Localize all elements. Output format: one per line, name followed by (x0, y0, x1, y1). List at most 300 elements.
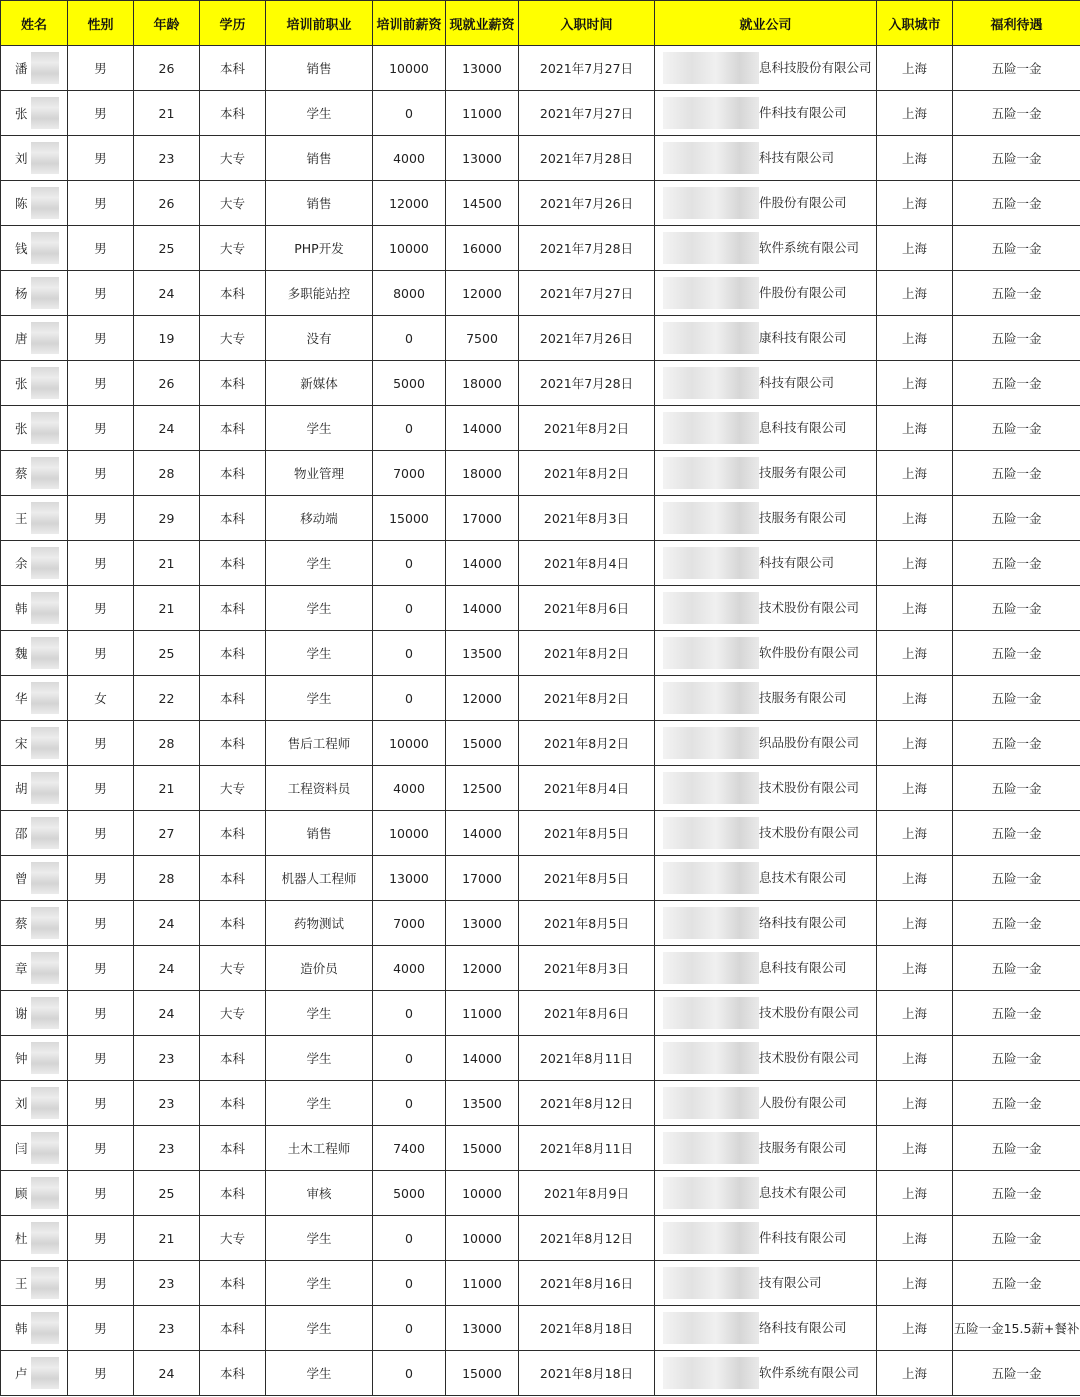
column-header: 培训前薪资 (373, 1, 446, 46)
redaction-blur (31, 277, 59, 309)
cell-edu: 本科 (200, 721, 266, 766)
cell-benefit: 五险一金 (953, 226, 1080, 271)
cell-edu: 大专 (200, 316, 266, 361)
company-text: 科技有限公司 (759, 555, 835, 570)
cell-date: 2021年8月11日 (519, 1036, 655, 1081)
redaction-blur (31, 772, 59, 804)
cell-city: 上海 (877, 721, 953, 766)
cell-company (655, 991, 877, 1036)
redaction-blur (31, 232, 59, 264)
cell-prev-salary: 0 (373, 586, 446, 631)
cell-gender: 男 (68, 1216, 134, 1261)
cell-salary: 14000 (446, 406, 519, 451)
cell-edu: 本科 (200, 901, 266, 946)
table-row (1, 586, 1080, 631)
company-text: 息科技股份有限公司 (759, 60, 872, 75)
cell-benefit: 五险一金 (953, 721, 1080, 766)
cell-prev-salary: 5000 (373, 361, 446, 406)
company-text: 息科技有限公司 (759, 420, 847, 435)
cell-name (1, 1081, 68, 1126)
cell-edu: 本科 (200, 541, 266, 586)
cell-age: 24 (134, 271, 200, 316)
table-row (1, 946, 1080, 991)
cell-age: 21 (134, 586, 200, 631)
cell-date: 2021年8月3日 (519, 496, 655, 541)
cell-edu: 本科 (200, 1261, 266, 1306)
cell-date: 2021年8月5日 (519, 856, 655, 901)
cell-edu: 本科 (200, 451, 266, 496)
cell-benefit: 五险一金 (953, 586, 1080, 631)
redaction-blur (663, 952, 759, 984)
cell-prev-job: 多职能站控 (266, 271, 373, 316)
cell-gender: 男 (68, 46, 134, 91)
company-text: 件科技有限公司 (759, 1230, 847, 1245)
cell-name (1, 1351, 68, 1396)
cell-edu: 本科 (200, 1351, 266, 1396)
name-text: 张 (15, 376, 28, 391)
company-text: 技服务有限公司 (759, 465, 847, 480)
cell-prev-job: 学生 (266, 1306, 373, 1351)
redaction-blur (663, 232, 759, 264)
cell-date: 2021年8月11日 (519, 1126, 655, 1171)
column-header: 就业公司 (655, 1, 877, 46)
cell-gender: 男 (68, 91, 134, 136)
cell-salary: 13500 (446, 1081, 519, 1126)
header-row (1, 1, 1080, 46)
cell-company (655, 1036, 877, 1081)
cell-salary: 13500 (446, 631, 519, 676)
redaction-blur (31, 187, 59, 219)
cell-name (1, 721, 68, 766)
cell-gender: 男 (68, 811, 134, 856)
cell-name (1, 136, 68, 181)
table-row (1, 541, 1080, 586)
cell-benefit: 五险一金 (953, 1081, 1080, 1126)
cell-date: 2021年8月12日 (519, 1216, 655, 1261)
cell-date: 2021年7月26日 (519, 181, 655, 226)
cell-city: 上海 (877, 631, 953, 676)
cell-salary: 12500 (446, 766, 519, 811)
cell-name (1, 451, 68, 496)
cell-company (655, 91, 877, 136)
cell-edu: 本科 (200, 361, 266, 406)
name-text: 钟 (15, 1051, 28, 1066)
name-text: 蔡 (15, 916, 28, 931)
cell-edu: 本科 (200, 586, 266, 631)
redaction-blur (31, 1312, 59, 1344)
cell-company (655, 946, 877, 991)
cell-gender: 男 (68, 406, 134, 451)
cell-prev-job: 新媒体 (266, 361, 373, 406)
cell-prev-job: 销售 (266, 136, 373, 181)
cell-age: 26 (134, 46, 200, 91)
cell-edu: 本科 (200, 1306, 266, 1351)
table-row (1, 496, 1080, 541)
table-row (1, 721, 1080, 766)
name-text: 谢 (15, 1006, 28, 1021)
name-text: 胡 (15, 781, 28, 796)
table-row (1, 1261, 1080, 1306)
table-row (1, 406, 1080, 451)
cell-edu: 本科 (200, 856, 266, 901)
cell-benefit: 五险一金 (953, 541, 1080, 586)
cell-benefit: 五险一金 (953, 316, 1080, 361)
redaction-blur (31, 367, 59, 399)
cell-date: 2021年8月3日 (519, 946, 655, 991)
cell-gender: 男 (68, 316, 134, 361)
redaction-blur (663, 412, 759, 444)
name-text: 刘 (15, 151, 28, 166)
cell-date: 2021年8月2日 (519, 406, 655, 451)
cell-prev-salary: 10000 (373, 811, 446, 856)
cell-city: 上海 (877, 856, 953, 901)
redaction-blur (663, 1042, 759, 1074)
cell-prev-job: 销售 (266, 811, 373, 856)
table-row (1, 271, 1080, 316)
cell-city: 上海 (877, 316, 953, 361)
cell-name (1, 946, 68, 991)
table-row (1, 1351, 1080, 1396)
cell-gender: 男 (68, 1306, 134, 1351)
cell-salary: 13000 (446, 1306, 519, 1351)
cell-salary: 12000 (446, 946, 519, 991)
company-text: 络科技有限公司 (759, 1320, 847, 1335)
cell-name (1, 316, 68, 361)
cell-gender: 男 (68, 541, 134, 586)
redaction-blur (663, 1087, 759, 1119)
company-text: 息科技有限公司 (759, 960, 847, 975)
cell-city: 上海 (877, 946, 953, 991)
cell-age: 24 (134, 991, 200, 1036)
redaction-blur (31, 412, 59, 444)
cell-company (655, 676, 877, 721)
cell-name (1, 1171, 68, 1216)
company-text: 科技有限公司 (759, 375, 835, 390)
cell-age: 28 (134, 451, 200, 496)
cell-prev-salary: 7000 (373, 901, 446, 946)
company-text: 人股份有限公司 (759, 1095, 847, 1110)
cell-company (655, 1261, 877, 1306)
cell-prev-salary: 4000 (373, 946, 446, 991)
cell-benefit: 五险一金 (953, 136, 1080, 181)
cell-edu: 大专 (200, 1216, 266, 1261)
cell-salary: 14000 (446, 541, 519, 586)
table-body (1, 46, 1080, 1396)
cell-name (1, 811, 68, 856)
redaction-blur (31, 637, 59, 669)
cell-city: 上海 (877, 226, 953, 271)
cell-city: 上海 (877, 901, 953, 946)
cell-prev-job: 造价员 (266, 946, 373, 991)
cell-age: 28 (134, 856, 200, 901)
name-text: 邵 (15, 826, 28, 841)
company-text: 织品股份有限公司 (759, 735, 860, 750)
cell-company (655, 541, 877, 586)
cell-city: 上海 (877, 991, 953, 1036)
redaction-blur (31, 97, 59, 129)
cell-date: 2021年7月28日 (519, 361, 655, 406)
name-text: 宋 (15, 736, 28, 751)
table-row (1, 1171, 1080, 1216)
cell-city: 上海 (877, 1351, 953, 1396)
table-row (1, 136, 1080, 181)
cell-benefit: 五险一金 (953, 1036, 1080, 1081)
cell-edu: 本科 (200, 46, 266, 91)
cell-city: 上海 (877, 451, 953, 496)
company-text: 件科技有限公司 (759, 105, 847, 120)
cell-benefit: 五险一金 (953, 676, 1080, 721)
cell-date: 2021年7月27日 (519, 46, 655, 91)
cell-gender: 男 (68, 631, 134, 676)
name-text: 王 (15, 1276, 28, 1291)
redaction-blur (31, 682, 59, 714)
cell-prev-salary: 0 (373, 1036, 446, 1081)
cell-edu: 本科 (200, 406, 266, 451)
cell-benefit: 五险一金 (953, 271, 1080, 316)
cell-salary: 12000 (446, 271, 519, 316)
cell-name (1, 1036, 68, 1081)
redaction-blur (31, 952, 59, 984)
cell-benefit: 五险一金 (953, 1261, 1080, 1306)
redaction-blur (663, 682, 759, 714)
cell-company (655, 136, 877, 181)
cell-gender: 男 (68, 226, 134, 271)
company-text: 技术股份有限公司 (759, 600, 860, 615)
name-text: 余 (15, 556, 28, 571)
redaction-blur (663, 502, 759, 534)
company-text: 技有限公司 (759, 1275, 822, 1290)
name-text: 顾 (15, 1186, 28, 1201)
cell-prev-job: 药物测试 (266, 901, 373, 946)
cell-prev-job: 学生 (266, 631, 373, 676)
name-text: 韩 (15, 1321, 28, 1336)
table-row (1, 1081, 1080, 1126)
cell-salary: 13000 (446, 136, 519, 181)
redaction-blur (663, 1177, 759, 1209)
cell-age: 19 (134, 316, 200, 361)
cell-salary: 14500 (446, 181, 519, 226)
cell-name (1, 91, 68, 136)
cell-date: 2021年8月4日 (519, 541, 655, 586)
name-text: 张 (15, 106, 28, 121)
redaction-blur (663, 322, 759, 354)
redaction-blur (663, 637, 759, 669)
cell-age: 22 (134, 676, 200, 721)
cell-prev-job: 物业管理 (266, 451, 373, 496)
redaction-blur (663, 1312, 759, 1344)
cell-salary: 16000 (446, 226, 519, 271)
cell-edu: 本科 (200, 1081, 266, 1126)
cell-prev-salary: 0 (373, 316, 446, 361)
table-row (1, 676, 1080, 721)
cell-company (655, 1081, 877, 1126)
cell-age: 24 (134, 406, 200, 451)
cell-city: 上海 (877, 181, 953, 226)
column-header: 培训前职业 (266, 1, 373, 46)
cell-date: 2021年8月2日 (519, 676, 655, 721)
cell-city: 上海 (877, 361, 953, 406)
cell-name (1, 1126, 68, 1171)
cell-prev-salary: 10000 (373, 226, 446, 271)
company-text: 软件系统有限公司 (759, 240, 860, 255)
redaction-blur (663, 727, 759, 759)
name-text: 华 (15, 691, 28, 706)
redaction-blur (31, 1177, 59, 1209)
cell-edu: 本科 (200, 676, 266, 721)
cell-prev-job: 学生 (266, 1351, 373, 1396)
cell-gender: 男 (68, 766, 134, 811)
column-header: 入职城市 (877, 1, 953, 46)
company-text: 技术股份有限公司 (759, 1050, 860, 1065)
table-row (1, 226, 1080, 271)
cell-age: 29 (134, 496, 200, 541)
cell-salary: 12000 (446, 676, 519, 721)
cell-gender: 男 (68, 721, 134, 766)
cell-gender: 男 (68, 451, 134, 496)
cell-salary: 13000 (446, 46, 519, 91)
cell-prev-salary: 0 (373, 676, 446, 721)
cell-gender: 男 (68, 1261, 134, 1306)
redaction-blur (663, 907, 759, 939)
redaction-blur (663, 187, 759, 219)
cell-benefit: 五险一金 (953, 46, 1080, 91)
cell-date: 2021年8月4日 (519, 766, 655, 811)
cell-edu: 大专 (200, 946, 266, 991)
redaction-blur (663, 1132, 759, 1164)
redaction-blur (31, 862, 59, 894)
cell-benefit: 五险一金 (953, 946, 1080, 991)
redaction-blur (31, 1267, 59, 1299)
cell-age: 27 (134, 811, 200, 856)
cell-benefit: 五险一金 (953, 91, 1080, 136)
cell-city: 上海 (877, 586, 953, 631)
cell-name (1, 1216, 68, 1261)
name-text: 蔡 (15, 466, 28, 481)
cell-city: 上海 (877, 46, 953, 91)
company-text: 软件系统有限公司 (759, 1365, 860, 1380)
cell-age: 24 (134, 901, 200, 946)
cell-company (655, 811, 877, 856)
cell-name (1, 1261, 68, 1306)
table-row (1, 631, 1080, 676)
cell-gender: 男 (68, 901, 134, 946)
cell-edu: 本科 (200, 496, 266, 541)
cell-company (655, 901, 877, 946)
cell-salary: 17000 (446, 496, 519, 541)
cell-city: 上海 (877, 91, 953, 136)
cell-gender: 女 (68, 676, 134, 721)
cell-city: 上海 (877, 1306, 953, 1351)
cell-company (655, 586, 877, 631)
cell-benefit: 五险一金 (953, 181, 1080, 226)
cell-prev-job: 学生 (266, 1081, 373, 1126)
cell-gender: 男 (68, 181, 134, 226)
cell-prev-salary: 0 (373, 991, 446, 1036)
cell-salary: 14000 (446, 811, 519, 856)
redaction-blur (663, 592, 759, 624)
cell-name (1, 766, 68, 811)
cell-salary: 18000 (446, 451, 519, 496)
cell-prev-salary: 0 (373, 631, 446, 676)
cell-name (1, 406, 68, 451)
cell-age: 25 (134, 631, 200, 676)
cell-date: 2021年8月18日 (519, 1306, 655, 1351)
cell-gender: 男 (68, 1351, 134, 1396)
cell-city: 上海 (877, 1171, 953, 1216)
cell-city: 上海 (877, 1126, 953, 1171)
cell-gender: 男 (68, 991, 134, 1036)
name-text: 唐 (15, 331, 28, 346)
cell-gender: 男 (68, 856, 134, 901)
cell-company (655, 1306, 877, 1351)
column-header: 姓名 (1, 1, 68, 46)
cell-date: 2021年8月16日 (519, 1261, 655, 1306)
cell-prev-salary: 10000 (373, 721, 446, 766)
cell-prev-salary: 13000 (373, 856, 446, 901)
table-row (1, 316, 1080, 361)
cell-prev-salary: 0 (373, 1351, 446, 1396)
cell-age: 21 (134, 1216, 200, 1261)
cell-benefit: 五险一金 (953, 991, 1080, 1036)
cell-edu: 本科 (200, 1036, 266, 1081)
redaction-blur (663, 1357, 759, 1389)
cell-prev-job: 没有 (266, 316, 373, 361)
cell-prev-job: 学生 (266, 991, 373, 1036)
redaction-blur (31, 1087, 59, 1119)
cell-age: 21 (134, 541, 200, 586)
cell-benefit: 五险一金 (953, 406, 1080, 451)
cell-name (1, 631, 68, 676)
cell-city: 上海 (877, 766, 953, 811)
cell-name (1, 181, 68, 226)
redaction-blur (663, 862, 759, 894)
cell-edu: 大专 (200, 991, 266, 1036)
redaction-blur (31, 907, 59, 939)
cell-city: 上海 (877, 496, 953, 541)
table-row (1, 1216, 1080, 1261)
cell-prev-job: 土木工程师 (266, 1126, 373, 1171)
cell-name (1, 361, 68, 406)
redaction-blur (31, 997, 59, 1029)
cell-salary: 11000 (446, 1261, 519, 1306)
redaction-blur (663, 1267, 759, 1299)
cell-city: 上海 (877, 136, 953, 181)
company-text: 息技术有限公司 (759, 870, 847, 885)
cell-company (655, 181, 877, 226)
column-header: 福利待遇 (953, 1, 1080, 46)
cell-name (1, 226, 68, 271)
cell-age: 25 (134, 226, 200, 271)
company-text: 技服务有限公司 (759, 690, 847, 705)
redaction-blur (31, 1222, 59, 1254)
cell-date: 2021年8月2日 (519, 721, 655, 766)
cell-prev-salary: 7000 (373, 451, 446, 496)
company-text: 软件股份有限公司 (759, 645, 860, 660)
redaction-blur (31, 547, 59, 579)
cell-edu: 大专 (200, 226, 266, 271)
cell-age: 26 (134, 181, 200, 226)
cell-benefit: 五险一金 (953, 1216, 1080, 1261)
redaction-blur (31, 817, 59, 849)
cell-salary: 13000 (446, 901, 519, 946)
redaction-blur (663, 817, 759, 849)
cell-salary: 11000 (446, 91, 519, 136)
cell-benefit: 五险一金 (953, 766, 1080, 811)
redaction-blur (31, 1132, 59, 1164)
cell-prev-salary: 8000 (373, 271, 446, 316)
cell-age: 25 (134, 1171, 200, 1216)
redaction-blur (31, 502, 59, 534)
